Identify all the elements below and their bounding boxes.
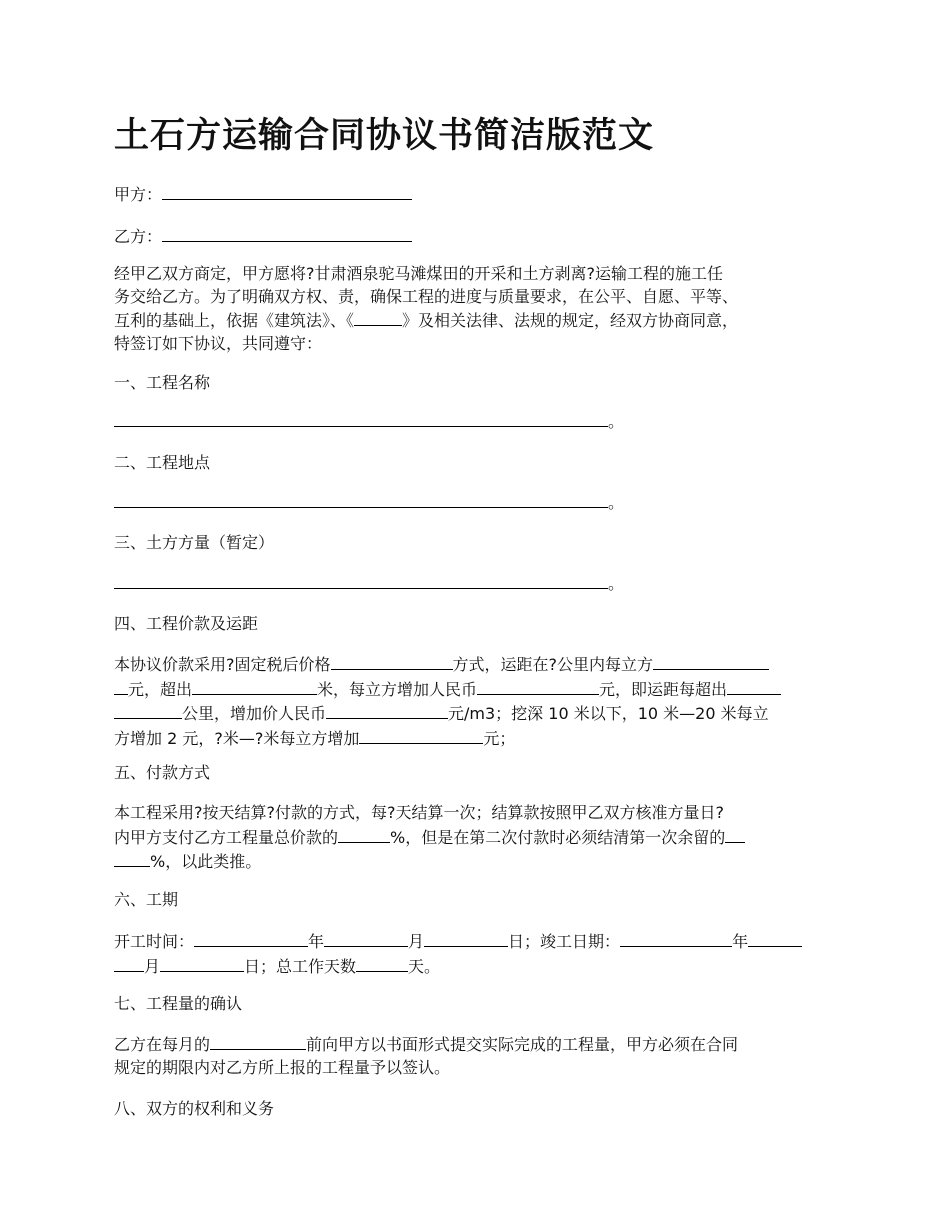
period-mark: 。 xyxy=(608,493,625,512)
party-a-line xyxy=(114,182,412,206)
intro-text: 》及相关法律、法规的规定，经双方协商同意， xyxy=(402,311,739,330)
schedule-text: 日；总工作天数 xyxy=(244,956,357,976)
start-year-blank xyxy=(194,929,308,947)
extra-distance-blank xyxy=(727,677,781,695)
distance-blank xyxy=(192,677,317,695)
depth-price-blank xyxy=(359,726,483,744)
earthwork-volume-blank xyxy=(114,572,608,589)
price-text: 元，即运距每超出 xyxy=(599,679,728,699)
intro-line: 特签订如下协议，共同遵守： xyxy=(114,333,323,353)
section-heading: 一、工程名称 xyxy=(114,373,211,392)
project-location-line xyxy=(114,491,624,514)
project-name-line xyxy=(114,410,624,433)
price-text: 元； xyxy=(483,728,516,748)
extra-price-blank xyxy=(477,677,599,695)
intro-text: 互利的基础上，依据《建筑法》、《 xyxy=(114,311,355,330)
schedule-text: 年 xyxy=(732,932,749,951)
retention-blank xyxy=(725,825,745,843)
end-month-blank-cont xyxy=(114,954,144,972)
party-b-line xyxy=(114,224,412,248)
price-text: 方式，运距在?公里内每立方 xyxy=(452,655,653,674)
price-paragraph xyxy=(114,652,844,750)
price-line xyxy=(114,726,844,751)
payment-paragraph xyxy=(114,802,844,874)
project-name-blank xyxy=(114,410,608,427)
document-title: 土石方运输合同协议书简洁版范文 xyxy=(114,116,655,156)
section-heading: 六、工期 xyxy=(114,890,179,909)
intro-paragraph xyxy=(114,263,844,355)
intro-line: 务交给乙方。为了明确双方权、责，确保工程的进度与质量要求，在公平、自愿、平等、 xyxy=(114,286,739,306)
price-method-blank xyxy=(331,652,453,670)
added-price-blank xyxy=(326,701,448,719)
payment-text: %，以此类推。 xyxy=(150,852,262,871)
start-day-blank xyxy=(424,929,508,947)
schedule-paragraph xyxy=(114,929,844,978)
payment-percent-blank xyxy=(338,825,390,843)
schedule-line xyxy=(114,929,844,954)
intro-line: 经甲乙双方商定，甲方愿将?甘肃酒泉驼马滩煤田的开采和土方剥离?运输工程的施工任 xyxy=(114,264,723,283)
schedule-text: 年 xyxy=(308,932,325,951)
quantity-text: 乙方在每月的 xyxy=(114,1035,211,1054)
quantity-confirm-paragraph xyxy=(114,1032,844,1079)
section-heading: 八、双方的权利和义务 xyxy=(114,1099,275,1118)
section-heading: 四、工程价款及运距 xyxy=(114,614,259,633)
schedule-text: 月 xyxy=(144,956,161,976)
schedule-text: 开工时间： xyxy=(114,932,195,951)
payment-text: %，但是在第二次付款时必须结清第一次余留的 xyxy=(390,827,726,847)
quantity-text: 前向甲方以书面形式提交实际完成的工程量，甲方必须在合同 xyxy=(306,1035,739,1054)
price-text: 本协议价款采用?固定税后价格 xyxy=(114,655,331,674)
quantity-line xyxy=(114,1032,844,1057)
monthly-date-blank xyxy=(210,1032,306,1050)
earthwork-volume-line xyxy=(114,572,624,595)
price-line xyxy=(114,701,844,726)
unit-price-blank-cont xyxy=(114,677,128,695)
party-a-label: 甲方： xyxy=(114,185,163,204)
price-text: 元，超出 xyxy=(128,679,193,699)
schedule-line xyxy=(114,954,844,979)
price-text: 米，每立方增加人民币 xyxy=(317,679,478,699)
period-mark: 。 xyxy=(608,574,625,593)
end-month-blank xyxy=(748,929,802,947)
payment-line: 本工程采用?按天结算?付款的方式，每?天结算一次；结算款按照甲乙双方核准方量日? xyxy=(114,803,724,822)
price-line xyxy=(114,677,844,702)
price-text: 方增加 2 元，?米—?米每立方增加 xyxy=(114,728,360,748)
section-heading: 五、付款方式 xyxy=(114,763,211,782)
payment-text: 内甲方支付乙方工程量总价款的 xyxy=(114,827,339,847)
payment-line xyxy=(114,825,844,850)
schedule-text: 日；竣工日期： xyxy=(508,932,621,951)
price-line xyxy=(114,652,844,677)
schedule-text: 月 xyxy=(408,932,425,951)
retention-blank-cont xyxy=(114,849,150,867)
end-day-blank xyxy=(160,954,244,972)
payment-line xyxy=(114,849,844,874)
price-text: 元/m3；挖深 10 米以下，10 米—20 米每立 xyxy=(448,704,769,723)
total-days-blank xyxy=(356,954,408,972)
quantity-line: 规定的期限内对乙方所上报的工程量予以签认。 xyxy=(114,1057,451,1077)
period-mark: 。 xyxy=(608,412,625,431)
law-name-blank xyxy=(354,308,402,326)
section-heading: 三、土方方量（暂定） xyxy=(114,533,275,552)
project-location-blank xyxy=(114,491,608,508)
price-text: 公里，增加价人民币 xyxy=(182,704,327,723)
unit-price-blank xyxy=(653,652,769,670)
party-b-blank xyxy=(162,224,412,242)
schedule-text: 天。 xyxy=(408,956,441,976)
end-year-blank xyxy=(620,929,732,947)
party-b-label: 乙方： xyxy=(114,227,163,246)
start-month-blank xyxy=(324,929,408,947)
section-heading: 七、工程量的确认 xyxy=(114,994,243,1013)
party-a-blank xyxy=(162,182,412,200)
intro-line xyxy=(114,308,844,333)
section-heading: 二、工程地点 xyxy=(114,453,211,472)
extra-distance-blank-cont xyxy=(114,701,182,719)
